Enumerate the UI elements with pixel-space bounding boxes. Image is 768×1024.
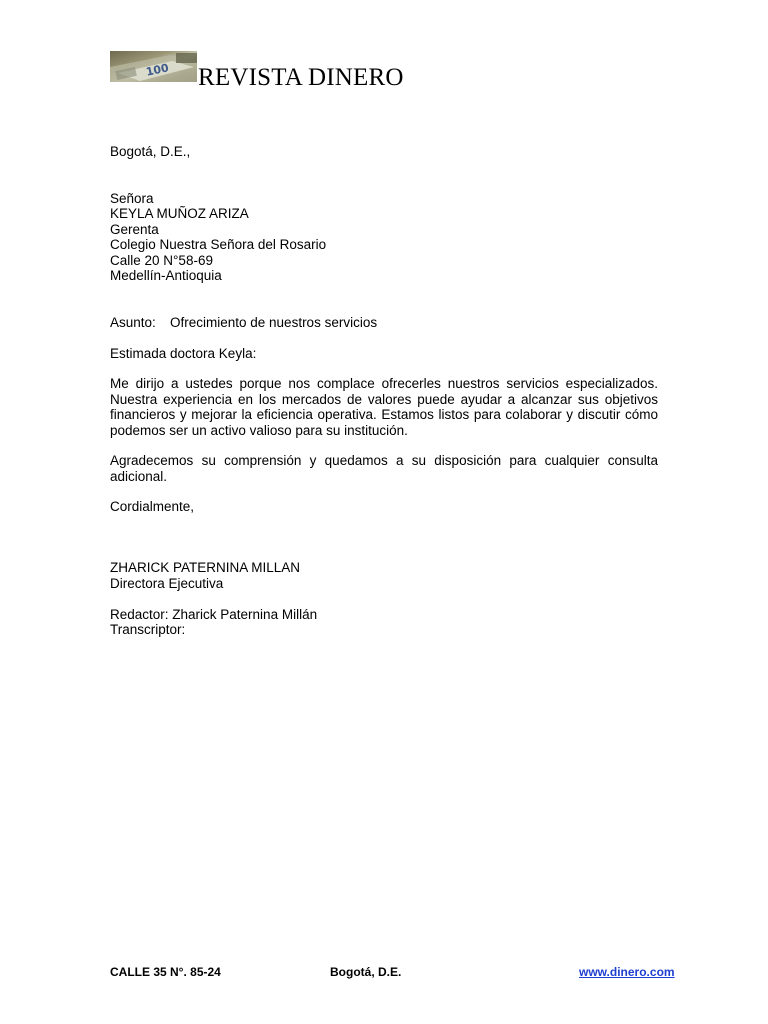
subject-label: Asunto:: [110, 315, 156, 330]
svg-text:100: 100: [144, 61, 170, 79]
body-paragraph-2: Agradecemos su comprensión y quedamos a su disposición para cualquier consulta adicional.: [110, 453, 658, 484]
footer-city: Bogotá, D.E.: [330, 965, 402, 979]
body-paragraph-1: Me dirijo a ustedes porque nos complace ofrecerles nuestros servicios especializados. Nuestra experiencia en los mercados de valores puede ayudar a alcanzar sus objetivos financieros y mejorar la eficiencia operativa. Estamos listos para colaborar y discutir cómo podemos ser un activo valioso para su institución.: [110, 376, 658, 438]
greeting: Estimada doctora Keyla:: [110, 346, 257, 361]
recipient-name: KEYLA MUÑOZ ARIZA: [110, 206, 249, 221]
closing: Cordialmente,: [110, 499, 195, 514]
signer-title: Directora Ejecutiva: [110, 576, 224, 591]
recipient-position: Gerenta: [110, 222, 159, 237]
subject-line: [110, 315, 377, 331]
signer-name: ZHARICK PATERNINA MILLAN: [110, 560, 301, 575]
recipient-address: Calle 20 N°58-69: [110, 253, 213, 268]
place-date: Bogotá, D.E.,: [110, 144, 191, 159]
footer-website-link[interactable]: www.dinero.com: [579, 965, 675, 979]
redactor-credit: Redactor: Zharick Paternina Millán: [110, 607, 318, 622]
recipient-salutation: Señora: [110, 191, 154, 206]
subject-text: Ofrecimiento de nuestros servicios: [170, 315, 378, 330]
recipient-city: Medellín-Antioquia: [110, 268, 222, 283]
masthead-title: REVISTA DINERO: [198, 64, 404, 91]
footer-address: CALLE 35 N°. 85-24: [110, 965, 221, 979]
transcriptor-credit: Transcriptor:: [110, 622, 186, 637]
banknote-logo-image: [110, 51, 197, 82]
recipient-institution: Colegio Nuestra Señora del Rosario: [110, 237, 327, 252]
footer-website-container: [579, 965, 675, 979]
